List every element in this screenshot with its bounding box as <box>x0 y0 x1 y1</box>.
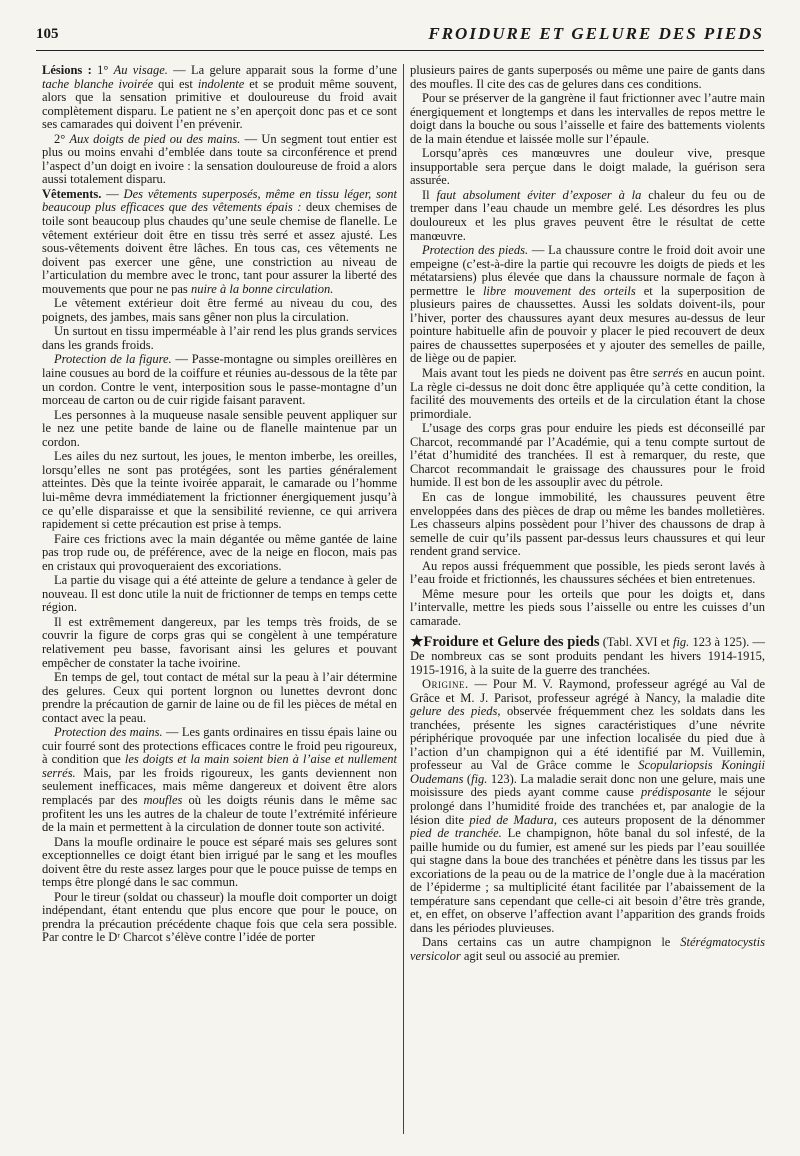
text-run: — Passe-montagne ou simples oreillères en laine cousues au bord de la coiffure et réunies au-dessous de la tête par un cordon. Contre le vent, interposition sous le passe-montagne d’un morceau de carton ou de cuir rigide faisant paravent. <box>42 352 397 408</box>
text-run: 123 à 125). <box>689 635 750 650</box>
text-run: — La gelure apparait sous la forme d’une <box>167 64 397 77</box>
text-run: — De nombreux cas se sont produits pendant les hivers 1914-1915, 1915-1916, à la suite de la guerre des tranchées. <box>410 635 765 677</box>
text-run: deux chemises de toile sont beaucoup plus chaudes qu’une seule chemise de flanelle. Le vêtement extérieur doit être en tissu très serré et assez ajusté. Les sous-vêtements doivent être lâches. En tous cas, ces vêtements ne doivent pas exercer une gêne, une constriction au niveau de l’articulation du membre avec le tronc, tant pour assurer la liberté des mouvements que pour ne pas <box>42 200 397 296</box>
text-run: — Les gants ordinaires en tissu épais laine ou cuir fourré sont des protections efficaces contre le froid peu rigoureux, à condition que <box>42 725 397 767</box>
text-run: qui est <box>153 76 198 91</box>
paragraph <box>410 244 765 366</box>
text-run: chaleur du feu ou de tremper dans l’eau chaude un membre gelé. Les désordres les plus douloureux et les plus graves peuvent être le résultat de cette manœuvre. <box>410 187 765 243</box>
paragraph <box>42 726 397 834</box>
text-run: , ces auteurs proposent de la dénommer <box>553 812 765 827</box>
subheading: Protection des pieds. <box>422 243 529 258</box>
emphasis: gelure des pieds <box>410 704 498 719</box>
paragraph: Les personnes à la muqueuse nasale sensible peuvent appliquer sur le nez une petite bande de laine ou de flanelle maintenue par un cordon. <box>42 407 397 449</box>
text-run: ( <box>463 771 472 786</box>
paragraph <box>42 64 397 132</box>
emphasis: pied de tranchée. <box>410 826 502 841</box>
subheading: Aux doigts de pied ou des mains. <box>69 131 241 146</box>
paragraph: Le vêtement extérieur doit être fermé au niveau du cou, des poignets, des jambes, mais sans gêner non plus la circulation. <box>42 296 397 324</box>
emphasis: serrés <box>652 366 684 381</box>
page-header <box>36 22 764 51</box>
emphasis: nuire à la bonne circulation. <box>190 281 334 296</box>
left-column <box>42 64 397 1140</box>
emphasis: fig. <box>672 635 690 650</box>
text-run: (Tabl. XVI et <box>599 635 673 650</box>
paragraph: Au repos aussi fréquemment que possible, les pieds seront lavés à l’eau froide et frictionnés, les chaussures séchées et bien entretenues. <box>410 558 765 587</box>
paragraph: Pour le tireur (soldat ou chasseur) la moufle doit comporter un doigt indépendant, étant entendu que plus encore que pour le pouce, on prendra la précaution précédente chaque fois que cela sera possible. Par contre le Dʳ Charcot s’élève contre l’idée de porter <box>42 889 397 945</box>
paragraph: La partie du visage qui a été atteinte de gelure a tendance à geler de nouveau. Il est donc utile la nuit de frictionner de temps en temps cette région. <box>42 573 397 615</box>
paragraph <box>410 678 765 935</box>
paragraph: Faire ces frictions avec la main dégantée ou même gantée de laine pas trop rude ou, de préférence, avec de la neige en flocon, mais pas en cristaux qui provoqueraient des excoriations. <box>42 531 397 573</box>
page-number: 105 <box>36 26 59 42</box>
paragraph: Lorsqu’après ces manœuvres une douleur vive, presque insupportable sera perçue dans le doigt malade, la guérison sera assurée. <box>410 146 765 188</box>
text-run: 2° <box>54 131 70 146</box>
emphasis: Scopulariopsis Koningii Oudemans <box>410 758 765 786</box>
subheading: Au visage. <box>113 64 168 77</box>
emphasis: tache blanche ivoirée <box>42 76 154 91</box>
emphasis: Des vêtements superposés, même en tissu léger, sont beaucoup plus efficaces que des vêtements épais : <box>42 186 397 215</box>
paragraph <box>410 936 765 963</box>
text-run: 1° <box>97 64 114 77</box>
paragraph: Les ailes du nez surtout, les joues, le menton imberbe, les oreilles, lorsqu’elles ne sont pas protégées, sont les parties généralement atteintes. Dès que la teinte ivoirée apparait, le camarade ou l’homme lui-même devra immédiatement la frictionner énergiquement jusqu’à ce qu’elle disparaisse et que la sensibilité revienne, ce qui arrivera rapidement si cette précaution est prise à temps. <box>42 449 397 532</box>
subheading: Protection des mains. <box>54 725 163 740</box>
paragraph <box>42 133 397 187</box>
section-intro <box>410 636 765 677</box>
text-run: en aucun point. La règle ci-dessus ne doit donc être appliquée qu’à cette condition, la facilité des mouvements des orteils et de la circulation étant la chose primordiale. <box>410 366 765 421</box>
emphasis: les doigts et la main soient bien à l’aise et nullement serrés. <box>42 752 397 780</box>
text-run: Dans certains cas un autre champignon le <box>422 935 681 950</box>
emphasis: Stérégmatocystis versicolor <box>410 935 765 963</box>
text-run: Mais, par les froids rigoureux, les gants deviennent non seulement inefficaces, mais même dangereux et doivent être alors remplacés par des <box>42 765 397 807</box>
paragraph <box>410 189 765 243</box>
section-title: Froidure et Gelure des pieds <box>423 634 600 651</box>
section-heading: Origine. <box>422 677 469 692</box>
emphasis: fig. <box>471 771 488 786</box>
paragraph: Même mesure pour les orteils que pour les doigts et, dans l’intervalle, mettre les pieds sous l’aisselle ou entre les cuisses d’un camarade. <box>410 586 765 628</box>
text-run: — Un segment tout entier est plus ou moins envahi d’emblée dans toute sa circonférence et prend l’aspect d’un doigt en ivoire : la sensation douloureuse de froid a alors aussi totalement disparu. <box>42 131 397 187</box>
paragraph: Il est extrêmement dangereux, par les temps très froids, de se couvrir la figure de corps gras qui se congèlent à une température relativement peu basse, favorisant ainsi les gelures et pouvant empêcher de constater la tache ivoirine. <box>42 614 397 670</box>
text-run: et se produit même souvent, alors que la sensation primitive et douloureuse du froid avait complètement disparu. Le patient ne s’en aperçoit donc pas et ce sont ses camarades qui doivent l’en prévenir. <box>42 76 397 132</box>
column-divider <box>403 64 404 1134</box>
emphasis: indolente <box>197 76 245 91</box>
emphasis: prédisposante <box>641 785 712 800</box>
text-run: — La chaussure contre le froid doit avoir une empeigne (c’est-à-dire la partie qui recouvre les doigts de pieds et les métatarsiens) plus élevée que dans la chaussure normale de façon à permettre le <box>410 243 765 298</box>
subheading: Protection de la figure. <box>54 352 172 367</box>
emphasis: pied de Madura <box>469 812 554 827</box>
emphasis: libre mouvement des orteils <box>482 283 636 298</box>
running-title: FROIDURE ET GELURE DES PIEDS <box>428 24 764 43</box>
section-heading: Lésions : <box>42 64 98 77</box>
text-run: Mais avant tout les pieds ne doivent pas être <box>422 366 653 381</box>
text-run: agit seul ou associé au premier. <box>460 949 621 963</box>
paragraph: Un surtout en tissu imperméable à l’air rend les plus grands services dans les grands froids. <box>42 324 397 352</box>
text-run: 123). La maladie serait donc non une gelure, mais une moisissure des pieds ayant comme cause <box>410 771 765 800</box>
paragraph: L’usage des corps gras pour enduire les pieds est déconseillé par Charcot, recommandé par l’Académie, qui a tenu compte surtout de l’état d’humidité des tranchées. Il est à remarquer, du reste, que Charcot recommandait le graissage des chaussures pour le froid humide. Il est bon de les assouplir avec du pétrole. <box>410 421 765 490</box>
paragraph: Pour se préserver de la gangrène il faut frictionner avec l’autre main énergiquement et longtemps et dans les intervalles de repos mettre le doigt dans la bouche ou sous l’aisselle et faire des battements violents de la main étendue et laissée molle sur l’épaule. <box>410 91 765 146</box>
text-run: le séjour prolongé dans l’humidité froide des tranchées et, par analogie de la lésion dite <box>410 785 765 827</box>
text-run: — <box>101 186 124 201</box>
text-run: où les doigts réunis dans le même sac profitent les uns les autres de la chaleur de toute l’extrémité inférieure de la main et permettent à la circulation de donner toute son activité. <box>42 792 397 835</box>
emphasis: faut absolument éviter d’exposer à la <box>436 187 642 202</box>
star-icon: ★ <box>410 634 424 651</box>
emphasis: moufles <box>143 792 183 807</box>
paragraph <box>42 188 397 296</box>
paragraph: En cas de longue immobilité, les chaussures peuvent être enveloppées dans des pièces de drap ou même les bandes molletières. Les chasseurs alpins possèdent pour l’hiver des chaussons de drap à semelle de cuir qu’ils passent par-dessus leurs chaussures et qui leur rendent grand service. <box>410 489 765 559</box>
text-run: , observée fréquemment chez les soldats dans les tranchées, présente les signes caractéristiques d’une névrite périphérique provoquée par une infection localisée du pied due à l’action d’un champignon qui a été identifié par M. Vuillemin, professeur au Val de Grâce comme le <box>410 704 765 773</box>
text-run: Le champignon, hôte banal du sol infesté, de la paille humide ou du fumier, est amené sur les pieds par l’eau souillée qui stagne dans la boue des tranchées et pénètre dans les tissus par les excoriations de la peau ou de la matrice de l’ongle due à la macération de l’épiderme ; sa multiplicité étant facilitée par l’abaissement de la température sans cependant que celle-ci ait besoin d’être très grande, et, en effet, on observe l’affection avant l’apparition des grands froids dans les périodes pluvieuses. <box>410 826 765 935</box>
right-column <box>410 64 765 1140</box>
paragraph <box>410 367 765 421</box>
text-run: Il <box>422 187 437 202</box>
text-run: et la superposition de plusieurs paires de chaussettes. Aussi les soldats doivent-ils, pour l’hiver, porter des chaussures ayant deux mesures au-dessus de leur pointure habituelle afin de pouvoir y placer le pied recouvert de deux paires de chaussettes superposées et y ajouter des semelles de paille, de liège ou de papier. <box>410 283 765 366</box>
section-heading: Vêtements. <box>42 186 102 201</box>
paragraph: plusieurs paires de gants superposés ou même une paire de gants dans des moufles. Il cite des cas de gelures dans ces conditions. <box>410 64 765 91</box>
paragraph <box>42 353 397 407</box>
paragraph: En temps de gel, tout contact de métal sur la peau à l’air détermine des gelures. Ceux qui portent lorgnon ou lunettes devront donc prendre la précaution de garnir de laine ou de fil les pièces de métal en contact avec la peau. <box>42 670 397 725</box>
paragraph: Dans la moufle ordinaire le pouce est séparé mais ses gelures sont exceptionnelles ce doigt étant bien irrigué par le sang et les moufles doivent être du reste assez larges pour que le pouce puisse de temps en temps être plongé dans le sac commun. <box>42 834 397 890</box>
text-run: — Pour M. V. Raymond, professeur agrégé au Val de Grâce et M. J. Parisot, professeur agrégé à Nancy, la maladie dite <box>410 677 765 705</box>
